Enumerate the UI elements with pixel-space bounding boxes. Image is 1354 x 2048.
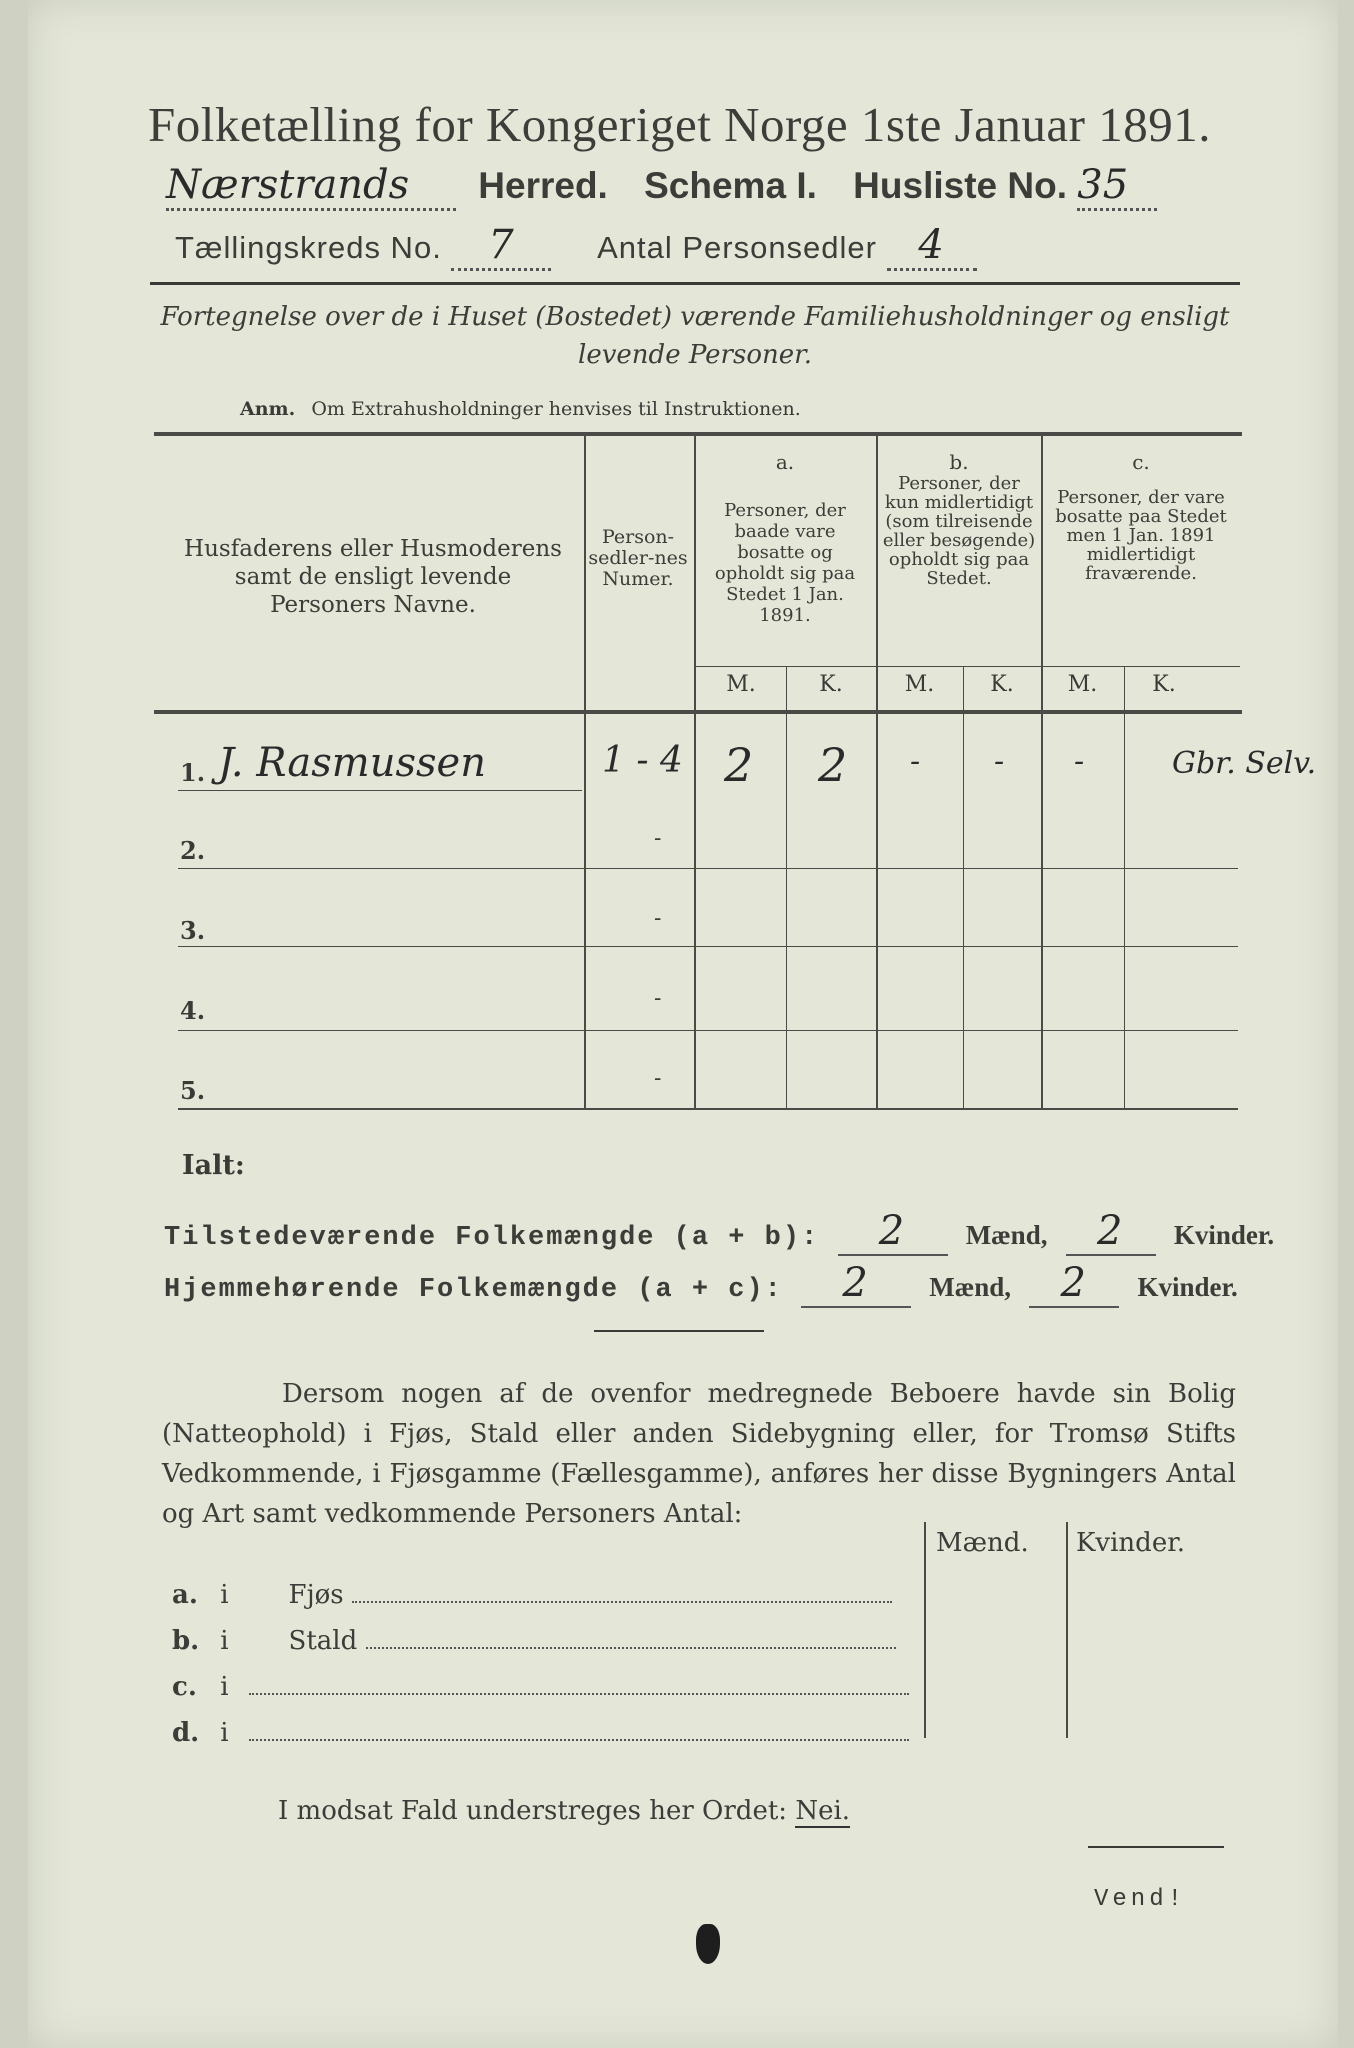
col-divider: [1041, 436, 1043, 1108]
item-key: c.: [172, 1672, 197, 1702]
row-number: 5.: [180, 1076, 206, 1105]
item-i: i: [220, 1672, 229, 1702]
col-divider: [1124, 666, 1125, 1108]
item-i: i: [220, 1718, 229, 1748]
table-header-rule: [154, 710, 1242, 714]
item-label: Stald: [288, 1626, 358, 1656]
dotted-leader: [249, 1739, 909, 1741]
kvinder-label: Kvinder.: [1173, 1220, 1275, 1250]
hjemme-line: [164, 1260, 1238, 1308]
intro-line2: levende Personer.: [578, 340, 812, 370]
b-m-count: -: [910, 744, 921, 779]
tilstede-maend: 2: [838, 1208, 948, 1256]
schema-label: Schema I.: [644, 165, 817, 206]
outbuilding-row-a: [172, 1580, 918, 1610]
negation-text: I modsat Fald understreges her Ordet:: [278, 1796, 788, 1826]
form-title: Folketælling for Kongeriget Norge 1ste Januar 1891.: [148, 97, 1211, 152]
a-m-count: 2: [724, 738, 754, 792]
b-k-count: -: [994, 744, 1005, 779]
col-header-numbers: Person-sedler-nes Numer.: [588, 526, 688, 590]
col-a-text: Personer, der baade vare bosatte og opholdt sig paa Stedet 1 Jan. 1891.: [714, 500, 856, 626]
col-kvinder: Kvinder.: [1076, 1528, 1186, 1558]
vend-label: Vend!: [1094, 1886, 1187, 1913]
col-divider: [876, 436, 878, 1108]
ialt-label: Ialt:: [182, 1150, 245, 1181]
col-c-text: Personer, der vare bosatte paa Stedet men 1 Jan. 1891 midlertidigt fraværende.: [1055, 487, 1227, 584]
tilstede-line: [164, 1208, 1274, 1256]
row-number: 1.: [180, 758, 206, 787]
anm-text: Om Extrahusholdninger henvises til Instruktionen.: [311, 398, 801, 420]
negation-word: Nei.: [795, 1796, 851, 1826]
outbuilding-row-d: [172, 1718, 918, 1748]
col-c-k: K.: [1152, 672, 1176, 697]
col-divider: [786, 666, 787, 1108]
tilstede-label: Tilstedeværende Folkemængde (a + b):: [164, 1223, 820, 1253]
household-name: J. Rasmussen: [218, 740, 486, 786]
maend-label: Mænd,: [965, 1220, 1048, 1250]
vend-rule: [1088, 1846, 1224, 1848]
table-bottom-rule: [178, 1108, 1238, 1110]
row-rule: [178, 946, 1238, 947]
col-divider: [963, 666, 964, 1108]
occupation-note: Gbr. Selv.: [1172, 746, 1317, 781]
outbuilding-row-c: [172, 1672, 918, 1702]
kreds-value: 7: [451, 222, 551, 271]
header-rule: [150, 282, 1240, 285]
item-key: d.: [172, 1718, 200, 1748]
row-rule: [178, 1030, 1238, 1031]
col-divider: [924, 1522, 926, 1738]
item-i: i: [220, 1626, 229, 1656]
hjemme-kvinder: 2: [1029, 1260, 1119, 1308]
col-a-k: K.: [819, 672, 843, 697]
row-number: 2.: [180, 836, 206, 865]
col-divider: [1066, 1522, 1068, 1738]
section-divider: [594, 1330, 764, 1332]
table-top-rule: [154, 432, 1242, 436]
col-divider: [694, 436, 696, 1108]
row-rule: [178, 790, 582, 791]
sedler-empty: -: [654, 986, 662, 1011]
col-c-m: M.: [1067, 672, 1098, 697]
antal-label: Antal Personsedler: [597, 230, 877, 265]
outbuildings-paragraph: Dersom nogen af de ovenfor medregnede Beboere havde sin Bolig (Natteophold) i Fjøs, Stald eller anden Sidebygning eller, for Tromsø Stifts Vedkommende, i Fjøsgamme (Fællesgamme), anføres her disse Bygningers Antal og Art samt vedkommende Personers Antal:: [162, 1379, 1236, 1529]
census-form: [28, 0, 1338, 2048]
dotted-leader: [366, 1647, 896, 1649]
col-maend: Mænd.: [936, 1528, 1029, 1558]
item-key: b.: [172, 1626, 200, 1656]
item-i: i: [220, 1580, 229, 1610]
row-number: 4.: [180, 996, 206, 1025]
col-a-m: M.: [726, 672, 756, 697]
row-number: 3.: [180, 916, 206, 945]
ink-blot: [696, 1924, 720, 1964]
hjemme-label: Hjemmehørende Folkemængde (a + c):: [164, 1275, 783, 1305]
col-b-text: Personer, der kun midlertidigt (som tilreisende eller besøgende) opholdt sig paa Stedet.: [882, 473, 1036, 589]
anm-note: [240, 398, 801, 420]
col-a-letter: a.: [775, 450, 795, 474]
sedler-empty: -: [654, 906, 662, 931]
dotted-leader: [352, 1601, 892, 1603]
item-key: a.: [172, 1580, 198, 1610]
husliste-value: 35: [1077, 162, 1157, 211]
kreds-line: [175, 222, 977, 271]
anm-label: Anm.: [240, 398, 296, 420]
maend-label: Mænd,: [929, 1272, 1012, 1302]
mk-rule: [694, 666, 1240, 667]
col-header-names: Husfaderens eller Husmoderens samt de ensligt levende Personers Navne.: [184, 536, 562, 618]
c-m-count: -: [1074, 744, 1085, 779]
outbuilding-row-b: [172, 1626, 918, 1656]
a-k-count: 2: [818, 738, 848, 792]
item-label: Fjøs: [288, 1580, 344, 1610]
negation-line: [278, 1796, 850, 1826]
herred-line: [166, 162, 1157, 211]
row-rule: [178, 868, 1238, 869]
kreds-label: Tællingskreds No.: [175, 230, 442, 265]
col-b-k: K.: [990, 672, 1014, 697]
col-c-letter: c.: [1132, 450, 1150, 474]
antal-value: 4: [887, 222, 977, 271]
col-b-m: M.: [904, 672, 935, 697]
tilstede-kvinder: 2: [1066, 1208, 1156, 1256]
herred-value: Nærstrands: [166, 162, 456, 211]
husliste-label: Husliste No.: [853, 165, 1067, 206]
hjemme-maend: 2: [801, 1260, 911, 1308]
sedler-range: 1 - 4: [602, 740, 683, 781]
intro-line1: Fortegnelse over de i Huset (Bostedet) værende Familiehusholdninger og ensligt: [160, 302, 1230, 332]
col-b-letter: b.: [949, 450, 969, 474]
col-divider: [584, 436, 586, 1108]
herred-label: Herred.: [478, 165, 608, 206]
sedler-empty: -: [654, 826, 662, 851]
sedler-empty: -: [654, 1066, 662, 1091]
kvinder-label: Kvinder.: [1137, 1272, 1238, 1302]
dotted-leader: [249, 1693, 909, 1695]
